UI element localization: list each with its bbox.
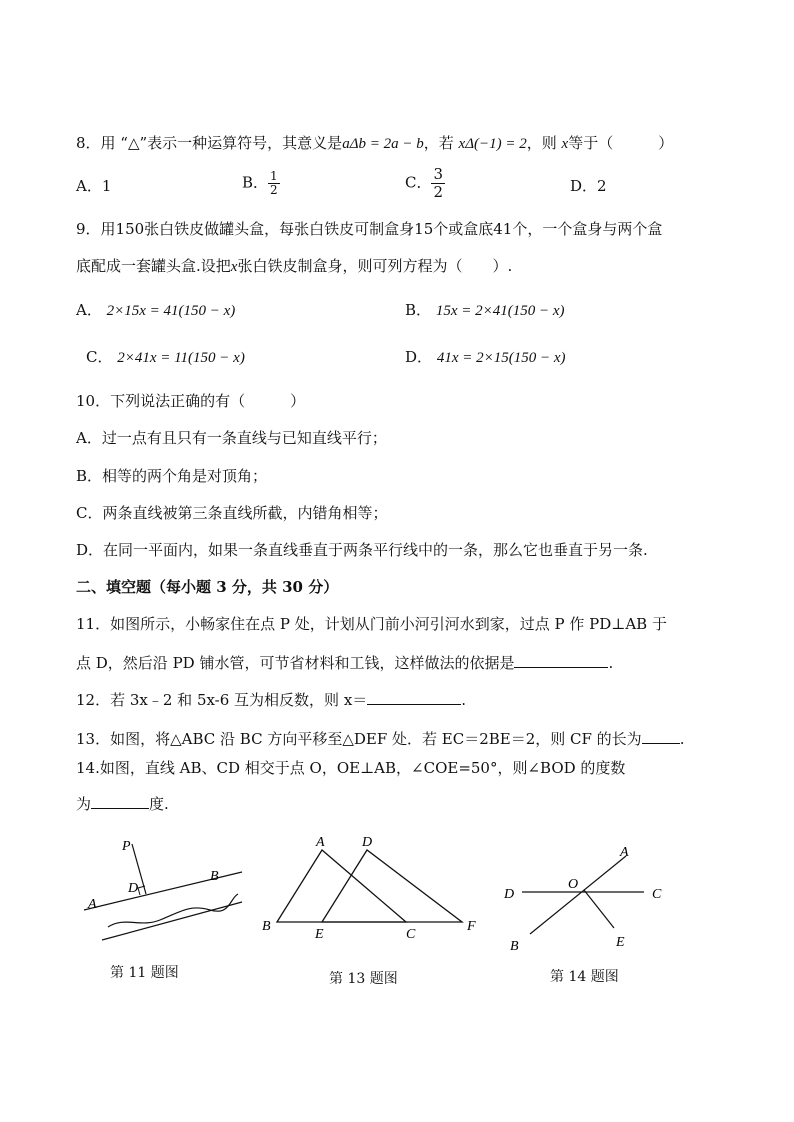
figure-14 (496, 836, 676, 956)
fig13-label-c: C (406, 927, 416, 942)
question-14-line-2 (76, 792, 169, 814)
q9-line2-a: 底配成一套罐头盒.设把 (76, 257, 231, 275)
q9-line2-b: 张白铁皮制盒身，则可列方程为（ ）. (237, 257, 513, 275)
fig14-label-b: B (510, 939, 519, 954)
q8-option-c-denominator: 2 (433, 183, 444, 201)
question-8-stem (76, 133, 673, 154)
figure-11 (80, 832, 250, 947)
q8-end: 等于（ ） (568, 134, 674, 152)
q8-option-c (405, 166, 445, 201)
q11-line2-text: 点 D，然后沿 PD 铺水管，可节省材料和工钱，这样做法的依据是 (76, 654, 515, 672)
q13-answer-blank[interactable] (642, 727, 680, 744)
fig14-label-c: C (652, 887, 662, 902)
q11-line2-end: . (608, 654, 614, 672)
question-9-line-1: 9．用150张白铁皮做罐头盒，每张白铁皮可制盒身15个或盒底41个，一个盒身与两个盒 (76, 220, 663, 238)
fig14-label-e: E (616, 935, 625, 950)
figure-11-caption: 第 11 题图 (110, 965, 179, 981)
fig13-triangle-def (322, 850, 462, 922)
q9-variable: x (230, 259, 238, 275)
q9-option-d (405, 347, 565, 368)
fig14-ray-oe (584, 890, 614, 928)
q9-option-d-expr: 41x = 2×15(150 − x) (436, 350, 566, 366)
question-11-line-1: 11．如图所示，小畅家住在点 P 处，计划从门前小河引河水到家，过点 P 作 PD⊥AB 于 (76, 615, 667, 633)
q13-text: 13．如图，将△ABC 沿 BC 方向平移至△DEF 处．若 EC＝2BE＝2，则 CF 的长为 (76, 730, 642, 748)
q8-option-c-fraction (431, 166, 445, 201)
figure-14-caption: 第 14 题图 (550, 969, 619, 985)
fig11-label-p: P (122, 839, 131, 854)
q8-option-b (242, 170, 280, 197)
q12-text: 12．若 3x﹣2 和 5x-6 互为相反数，则 x＝ (76, 691, 368, 709)
q8-condition: xΔ(−1) = 2 (458, 136, 527, 152)
q8-mid: ，若 (423, 134, 454, 152)
q8-option-c-label: C． (405, 173, 432, 192)
question-12 (76, 688, 466, 710)
q8-option-c-numerator: 3 (433, 165, 444, 183)
fig13-label-a: A (316, 835, 325, 850)
q8-tail: ，则 (526, 134, 557, 152)
q8-option-d: D．2 (570, 177, 607, 195)
q9-option-c-label: C． (86, 348, 113, 366)
question-14-line-1: 14.如图，直线 AB、CD 相交于点 O，OE⊥AB，∠COE=50°，则∠BOD 的度数 (76, 759, 626, 777)
q8-prefix: 8．用 “△”表示一种运算符号，其意义是 (76, 134, 343, 152)
question-11-line-2 (76, 651, 613, 673)
q9-option-b (405, 300, 564, 321)
q9-option-a-expr: 2×15x = 41(150 − x) (106, 303, 236, 319)
q12-end: . (461, 691, 467, 709)
fig13-label-e: E (315, 927, 324, 942)
q11-answer-blank[interactable] (514, 651, 608, 668)
q10-option-d: D．在同一平面内，如果一条直线垂直于两条平行线中的一条，那么它也垂直于另一条. (76, 541, 648, 559)
q8-option-b-fraction (268, 170, 280, 197)
fig13-label-f: F (467, 919, 476, 934)
figure-13-caption: 第 13 题图 (329, 971, 398, 987)
fig14-label-a: A (620, 845, 629, 860)
q9-option-c-expr: 2×41x = 11(150 − x) (117, 350, 245, 366)
q14-answer-blank[interactable] (91, 792, 149, 809)
question-9-line-2 (76, 256, 512, 277)
q10-option-c: C．两条直线被第三条直线所截，内错角相等； (76, 504, 388, 522)
q14-line2-end: 度. (149, 795, 169, 813)
q8-variable: x (561, 136, 569, 152)
q9-option-a-label: A． (76, 301, 102, 319)
q9-option-a (76, 300, 235, 321)
figure-13 (258, 832, 484, 944)
question-13 (76, 727, 684, 749)
q8-definition: aΔb = 2a − b (342, 136, 424, 152)
fig11-label-b: B (210, 869, 219, 884)
q9-option-d-label: D． (405, 348, 433, 366)
q13-end: . (679, 730, 685, 748)
q12-answer-blank[interactable] (367, 688, 461, 705)
q9-option-b-label: B． (405, 301, 432, 319)
q8-option-a: A．1 (76, 177, 112, 195)
q8-option-b-numerator: 1 (270, 169, 278, 183)
fig14-label-o: O (568, 877, 579, 892)
fig14-label-d: D (504, 887, 515, 902)
fig11-label-d: D (128, 881, 139, 896)
q9-option-c (86, 347, 245, 368)
fig13-label-d: D (362, 835, 373, 850)
fig13-triangle-abc (277, 850, 406, 922)
q8-option-b-denominator: 2 (270, 183, 278, 197)
q14-line2-text: 为 (76, 795, 92, 813)
q9-option-b-expr: 15x = 2×41(150 − x) (435, 303, 565, 319)
fig13-label-b: B (262, 919, 271, 934)
q10-option-a: A．过一点有且只有一条直线与已知直线平行； (76, 429, 387, 447)
section-2-heading: 二、填空题（每小题 3 分，共 30 分） (76, 578, 339, 596)
fig11-parallel-line (102, 902, 242, 940)
q8-option-b-label: B． (242, 173, 269, 192)
fig11-label-a: A (88, 897, 97, 912)
question-10-stem: 10．下列说法正确的有（ ） (76, 392, 306, 410)
fig14-line-ab (530, 856, 626, 934)
q10-option-b: B．相等的两个角是对顶角； (76, 467, 268, 485)
